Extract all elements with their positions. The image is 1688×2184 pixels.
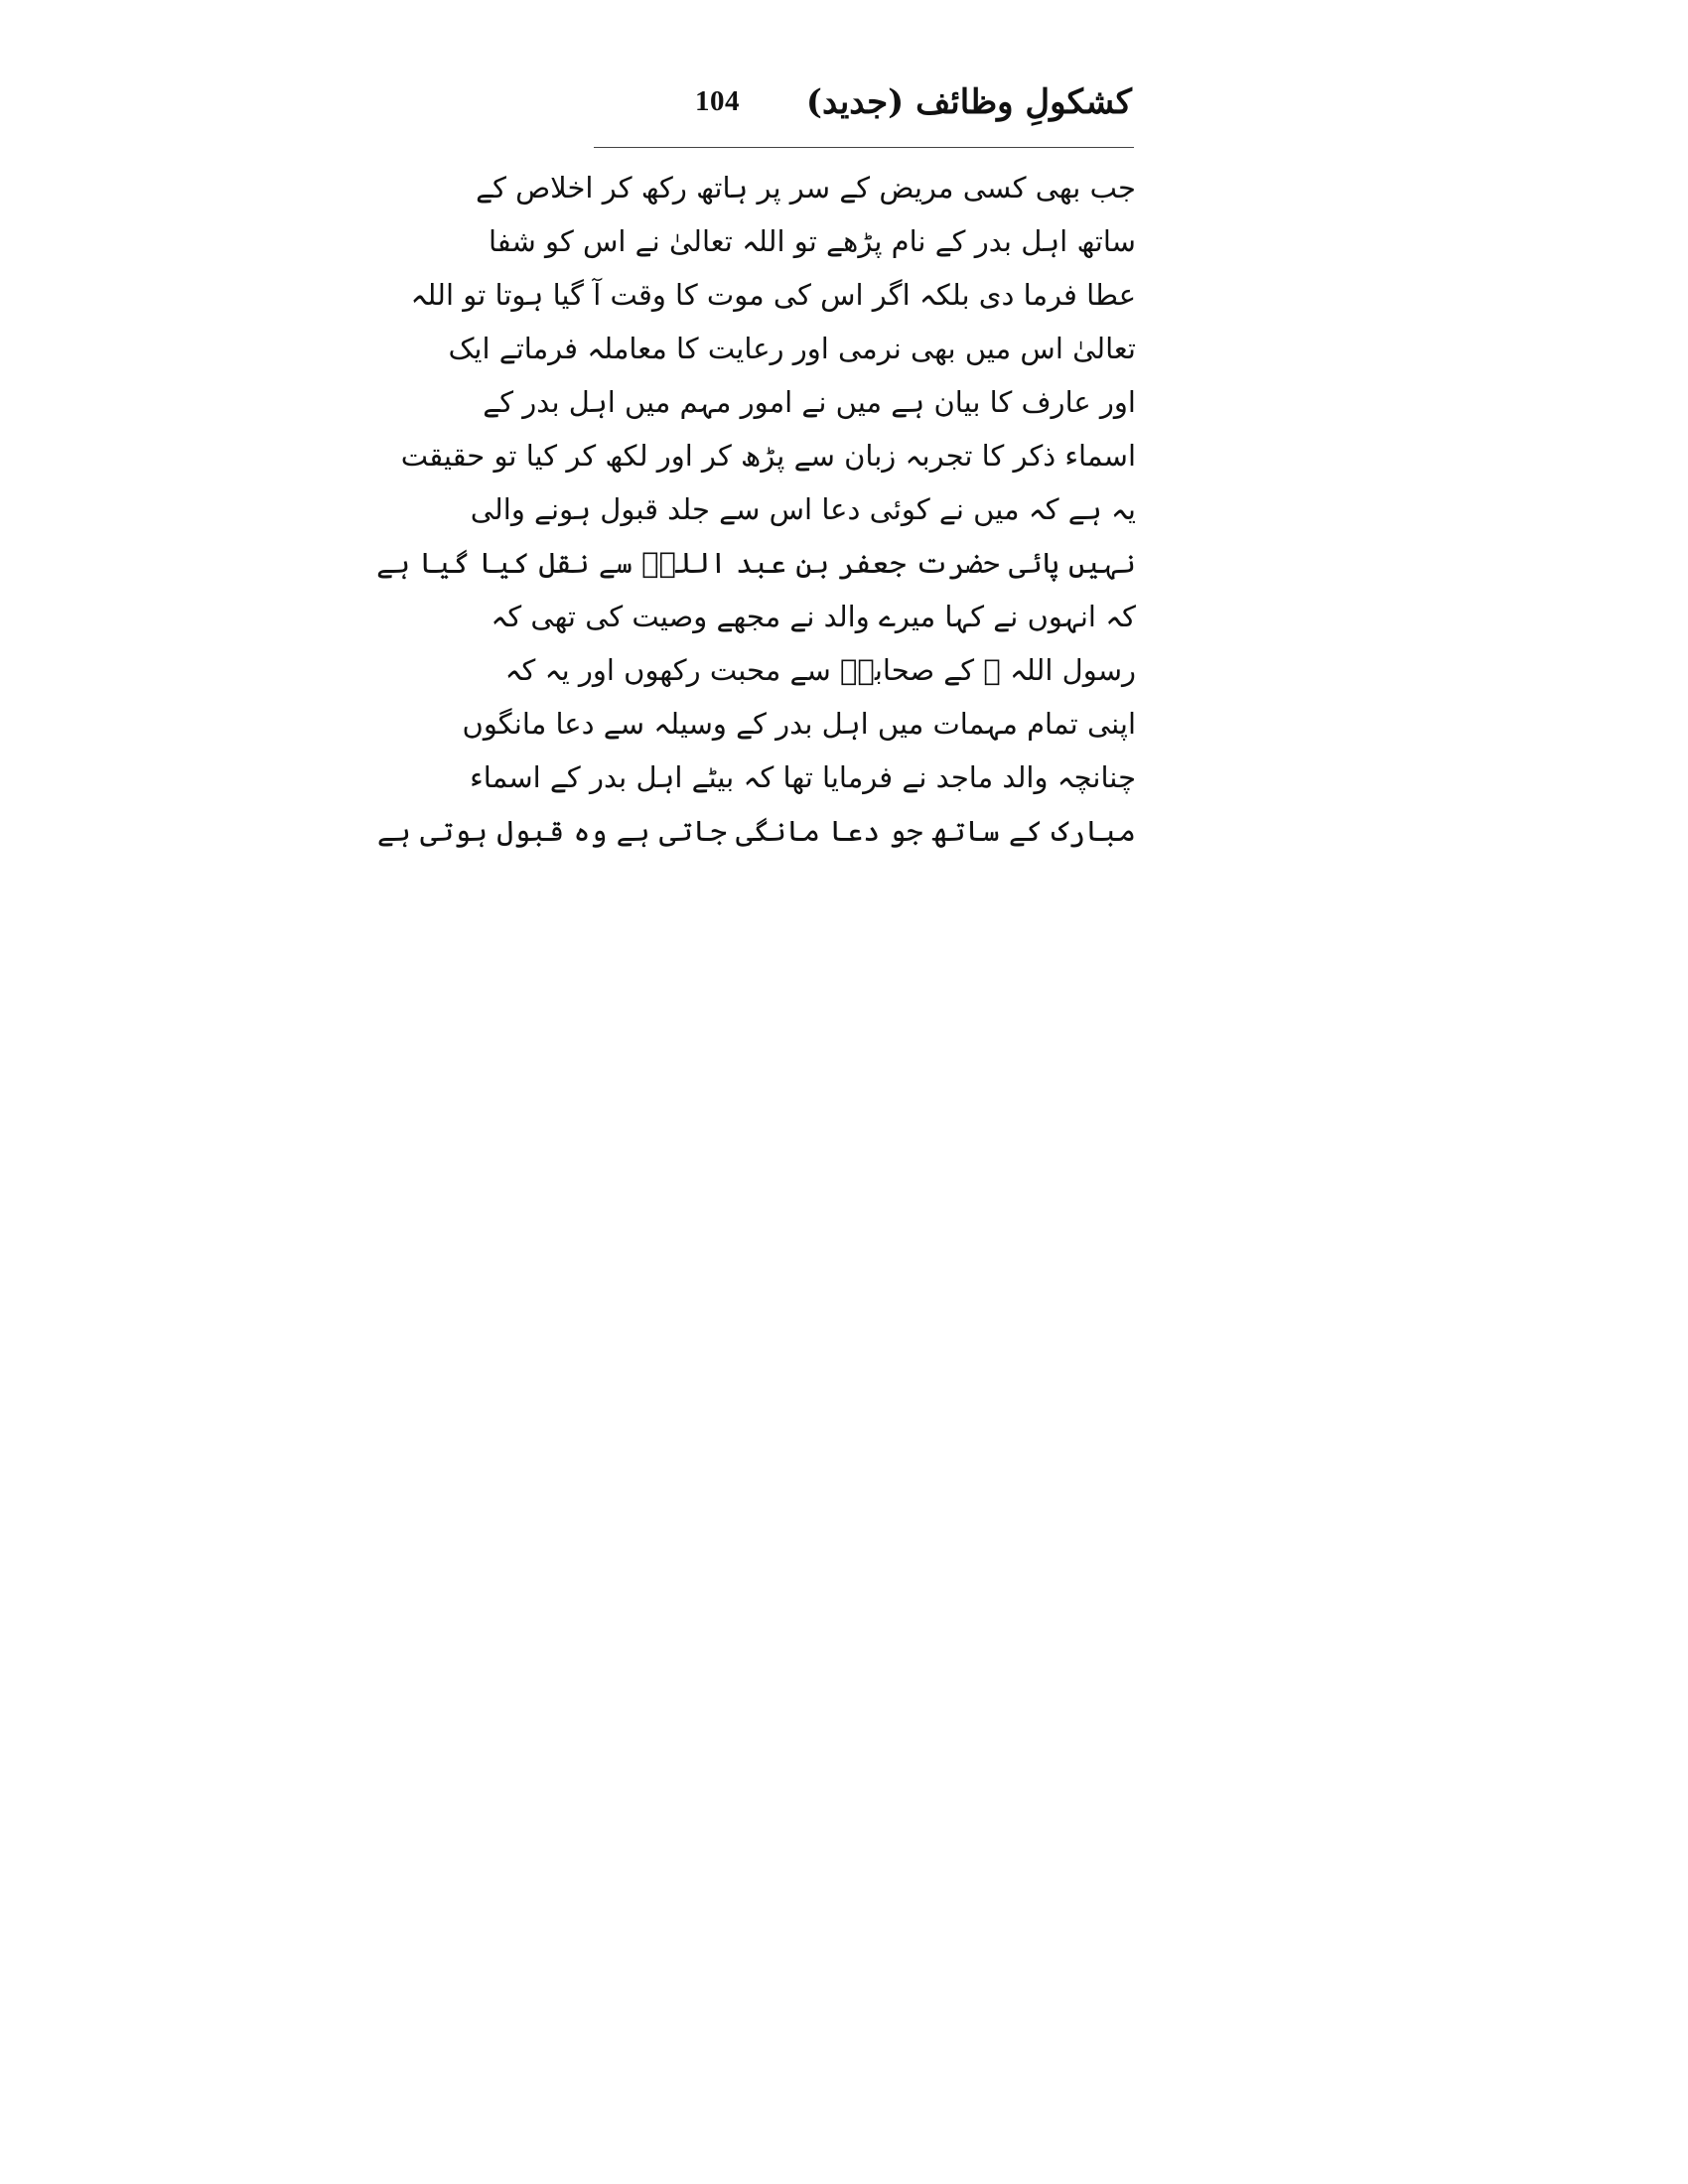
- text-line-3: عطا فرما دی بلکہ اگر اس کی موت کا وقت آ گیا ہوتا تو اللہ: [410, 278, 1136, 312]
- text-line-13: مبارک کے ساتھ جو دعا مانگی جاتی ہے وہ قبول ہوتی ہے: [376, 814, 1136, 848]
- text-line-5: اور عارف کا بیان ہے میں نے امور مہم میں اہل بدر کے: [483, 385, 1136, 419]
- text-line-6: اسماء ذکر کا تجربہ زبان سے پڑھ کر اور لکھ کر کیا تو حقیقت: [400, 439, 1136, 473]
- text-line-12: چنانچہ والد ماجد نے فرمایا تھا کہ بیٹے اہل بدر کے اسماء: [470, 760, 1136, 794]
- text-line-4: تعالیٰ اس میں بھی نرمی اور رعایت کا معاملہ فرماتے ایک: [448, 332, 1136, 365]
- page-number: 104: [695, 85, 740, 117]
- body-text: [376, 161, 1136, 935]
- text-line-8: نہیں پائی حضرت جعفر بن عبد اللہؓ سے نقل کیا گیا ہے: [376, 546, 1136, 580]
- text-line-2: ساتھ اہل بدر کے نام پڑھے تو اللہ تعالیٰ نے اس کو شفا: [488, 224, 1136, 258]
- text-line-11: اپنی تمام مہمات میں اہل بدر کے وسیلہ سے دعا مانگوں: [462, 707, 1136, 741]
- text-line-7: یہ ہے کہ میں نے کوئی دعا اس سے جلد قبول ہونے والی: [470, 492, 1136, 526]
- header-divider: [594, 147, 1134, 148]
- book-title: کشکولِ وظائف (جدید): [805, 82, 1132, 122]
- text-line-9: کہ انہوں نے کہا میرے والد نے مجھے وصیت کی تھی کہ: [491, 600, 1136, 633]
- page-header: [592, 79, 1132, 145]
- text-line-1: جب بھی کسی مریض کے سر پر ہاتھ رکھ کر اخلاص کے: [476, 171, 1136, 205]
- text-line-10: رسول اللہ ﷺ کے صحابہؓ سے محبت رکھوں اور یہ کہ: [504, 653, 1136, 687]
